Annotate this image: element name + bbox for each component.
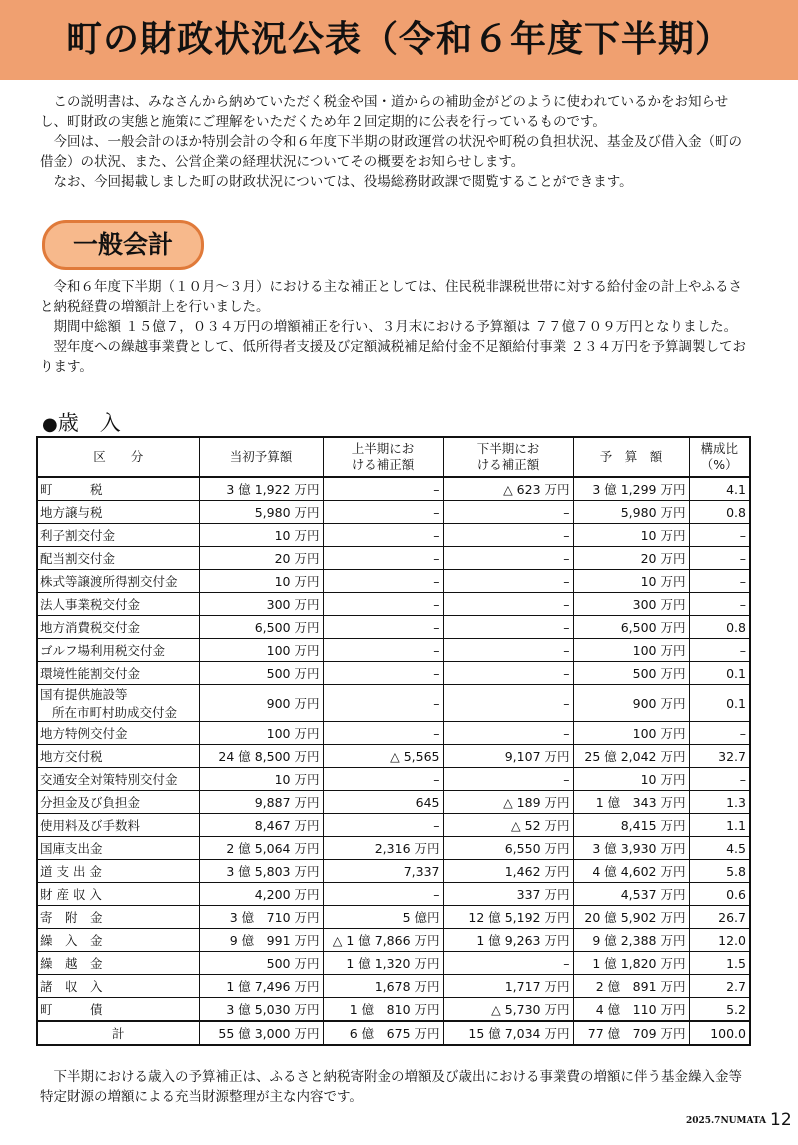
value-cell: 100 万円 (199, 639, 323, 662)
value-cell: 4,537 万円 (573, 883, 689, 906)
value-cell: 0.1 (689, 662, 750, 685)
value-cell: 100 万円 (573, 722, 689, 745)
table-row (37, 616, 750, 639)
value-cell: 1 億 1,820 万円 (573, 952, 689, 975)
value-cell: 4 億 110 万円 (573, 998, 689, 1022)
table-header-row (37, 437, 750, 477)
value-cell: 2 億 891 万円 (573, 975, 689, 998)
value-cell: – (323, 639, 443, 662)
revenue-heading (42, 410, 121, 438)
value-cell: 5.2 (689, 998, 750, 1022)
category-cell: 財 産 収 入 (37, 883, 199, 906)
value-cell: 12.0 (689, 929, 750, 952)
table-row (37, 570, 750, 593)
value-cell: 1.1 (689, 814, 750, 837)
value-cell: – (689, 570, 750, 593)
column-header: 当初予算額 (199, 437, 323, 477)
revenue-table (36, 436, 751, 1046)
value-cell: 3 億 710 万円 (199, 906, 323, 929)
table-row (37, 547, 750, 570)
value-cell: 8,467 万円 (199, 814, 323, 837)
value-cell: 9,887 万円 (199, 791, 323, 814)
category-cell: ゴルフ場利用税交付金 (37, 639, 199, 662)
category-cell: 道 支 出 金 (37, 860, 199, 883)
value-cell: 900 万円 (573, 685, 689, 722)
value-cell: 300 万円 (573, 593, 689, 616)
value-cell: 7,337 (323, 860, 443, 883)
category-cell: 使用料及び手数料 (37, 814, 199, 837)
value-cell: – (443, 593, 573, 616)
section-text (40, 277, 748, 377)
table-row (37, 722, 750, 745)
value-cell: 0.8 (689, 501, 750, 524)
category-cell: 地方交付税 (37, 745, 199, 768)
value-cell: 6,500 万円 (573, 616, 689, 639)
value-cell: 0.6 (689, 883, 750, 906)
value-cell: – (443, 547, 573, 570)
value-cell: 32.7 (689, 745, 750, 768)
total-row (37, 1021, 750, 1045)
value-cell: 10 万円 (199, 570, 323, 593)
table-row (37, 791, 750, 814)
value-cell: 1,717 万円 (443, 975, 573, 998)
value-cell: 20 万円 (199, 547, 323, 570)
value-cell: 1 億 7,496 万円 (199, 975, 323, 998)
value-cell: 12 億 5,192 万円 (443, 906, 573, 929)
section-paragraph: 令和６年度下半期（１０月～３月）における主な補正としては、住民税非課税世帯に対する給付金の計上やふるさと納税経費の増額計上を行いました。 (40, 279, 742, 315)
footnote (40, 1067, 748, 1107)
value-cell: 2,316 万円 (323, 837, 443, 860)
category-cell: 計 (37, 1021, 199, 1045)
value-cell: 1.5 (689, 952, 750, 975)
value-cell: – (443, 685, 573, 722)
value-cell: 4.5 (689, 837, 750, 860)
revenue-heading-label: 歳 入 (57, 411, 121, 435)
value-cell: 5,980 万円 (573, 501, 689, 524)
value-cell: – (323, 685, 443, 722)
value-cell: △ 5,565 (323, 745, 443, 768)
value-cell: – (689, 524, 750, 547)
value-cell: – (689, 639, 750, 662)
table-row (37, 837, 750, 860)
value-cell: 1 億 1,320 万円 (323, 952, 443, 975)
table-row (37, 952, 750, 975)
value-cell: – (323, 768, 443, 791)
value-cell: 4,200 万円 (199, 883, 323, 906)
value-cell: 500 万円 (199, 952, 323, 975)
value-cell: 2 億 5,064 万円 (199, 837, 323, 860)
value-cell: – (443, 524, 573, 547)
value-cell: 5,980 万円 (199, 501, 323, 524)
column-header: 予 算 額 (573, 437, 689, 477)
value-cell: – (443, 662, 573, 685)
value-cell: 3 億 1,299 万円 (573, 477, 689, 501)
table-row (37, 593, 750, 616)
table-row (37, 745, 750, 768)
category-cell: 利子割交付金 (37, 524, 199, 547)
table-row (37, 906, 750, 929)
table-row (37, 477, 750, 501)
value-cell: 10 万円 (573, 524, 689, 547)
category-cell: 地方特例交付金 (37, 722, 199, 745)
value-cell: – (443, 952, 573, 975)
value-cell: 500 万円 (199, 662, 323, 685)
value-cell: – (323, 593, 443, 616)
table-row (37, 768, 750, 791)
value-cell: 5 億円 (323, 906, 443, 929)
value-cell: 55 億 3,000 万円 (199, 1021, 323, 1045)
value-cell: 10 万円 (573, 570, 689, 593)
category-cell: 繰 入 金 (37, 929, 199, 952)
value-cell: 8,415 万円 (573, 814, 689, 837)
section-paragraph: 翌年度への繰越事業費として、低所得者支援及び定額減税補足給付金不足額給付事業 ２３４万円を予算調製しております。 (40, 339, 747, 375)
value-cell: – (323, 616, 443, 639)
value-cell: 4 億 4,602 万円 (573, 860, 689, 883)
category-cell: 繰 越 金 (37, 952, 199, 975)
table-row (37, 501, 750, 524)
category-cell: 国有提供施設等 所在市町村助成交付金 (37, 685, 199, 722)
table-row (37, 998, 750, 1022)
value-cell: 15 億 7,034 万円 (443, 1021, 573, 1045)
value-cell: 9 億 991 万円 (199, 929, 323, 952)
value-cell: 9,107 万円 (443, 745, 573, 768)
value-cell: 20 万円 (573, 547, 689, 570)
issue-label: 2025.7NUMATA (686, 1116, 767, 1126)
value-cell: 1 億 343 万円 (573, 791, 689, 814)
intro-paragraph: 今回は、一般会計のほか特別会計の令和６年度下半期の財政運営の状況や町税の負担状況、基金及び借入金（町の借金）の状況、また、公営企業の経理状況についてその概要をお知らせします。 (40, 134, 742, 170)
value-cell: – (689, 768, 750, 791)
value-cell: 2.7 (689, 975, 750, 998)
value-cell: 100.0 (689, 1021, 750, 1045)
category-cell: 株式等譲渡所得割交付金 (37, 570, 199, 593)
title-banner (0, 0, 798, 80)
table-row (37, 860, 750, 883)
category-cell: 寄 附 金 (37, 906, 199, 929)
category-cell: 分担金及び負担金 (37, 791, 199, 814)
footnote-paragraph: 下半期における歳入の予算補正は、ふるさと納税寄附金の増額及び歳出における事業費の増額に伴う基金繰入金等特定財源の増額による充当財源整理が主な内容です。 (40, 1069, 742, 1105)
value-cell: 1,462 万円 (443, 860, 573, 883)
category-cell: 町 税 (37, 477, 199, 501)
value-cell: △ 5,730 万円 (443, 998, 573, 1022)
value-cell: 20 億 5,902 万円 (573, 906, 689, 929)
value-cell: 1 億 9,263 万円 (443, 929, 573, 952)
value-cell: 1 億 810 万円 (323, 998, 443, 1022)
value-cell: 10 万円 (199, 524, 323, 547)
value-cell: 25 億 2,042 万円 (573, 745, 689, 768)
value-cell: – (323, 722, 443, 745)
table-row (37, 685, 750, 722)
category-cell: 町 債 (37, 998, 199, 1022)
value-cell: – (323, 570, 443, 593)
value-cell: 6 億 675 万円 (323, 1021, 443, 1045)
value-cell: – (443, 616, 573, 639)
value-cell: △ 52 万円 (443, 814, 573, 837)
table-row (37, 639, 750, 662)
value-cell: △ 1 億 7,866 万円 (323, 929, 443, 952)
value-cell: – (689, 722, 750, 745)
table-row (37, 883, 750, 906)
category-cell: 諸 収 入 (37, 975, 199, 998)
table-row (37, 662, 750, 685)
section-paragraph: 期間中総額 １５億７，０３４万円の増額補正を行い、３月末における予算額は ７７億７０９万円となりました。 (53, 319, 738, 335)
value-cell: 100 万円 (573, 639, 689, 662)
value-cell: – (323, 501, 443, 524)
value-cell: △ 623 万円 (443, 477, 573, 501)
value-cell: 3 億 1,922 万円 (199, 477, 323, 501)
value-cell: – (689, 547, 750, 570)
value-cell: 9 億 2,388 万円 (573, 929, 689, 952)
value-cell: 0.1 (689, 685, 750, 722)
value-cell: 900 万円 (199, 685, 323, 722)
value-cell: – (443, 639, 573, 662)
category-cell: 国庫支出金 (37, 837, 199, 860)
table-row (37, 524, 750, 547)
value-cell: 1,678 万円 (323, 975, 443, 998)
column-header: 区 分 (37, 437, 199, 477)
value-cell: 500 万円 (573, 662, 689, 685)
value-cell: – (323, 524, 443, 547)
value-cell: – (443, 722, 573, 745)
value-cell: 5.8 (689, 860, 750, 883)
value-cell: 77 億 709 万円 (573, 1021, 689, 1045)
intro-paragraph: なお、今回掲載しました町の財政状況については、役場総務財政課で閲覧することができます。 (53, 174, 633, 190)
page-number: 12 (770, 1110, 792, 1130)
table-row (37, 975, 750, 998)
value-cell: 100 万円 (199, 722, 323, 745)
category-cell: 法人事業税交付金 (37, 593, 199, 616)
column-header: 上半期にお ける補正額 (323, 437, 443, 477)
page-title: 町の財政状況公表（令和６年度下半期） (65, 19, 732, 60)
value-cell: – (323, 883, 443, 906)
section-badge: 一般会計 (42, 220, 204, 270)
value-cell: 24 億 8,500 万円 (199, 745, 323, 768)
column-header: 構成比 （%） (689, 437, 750, 477)
value-cell: 3 億 3,930 万円 (573, 837, 689, 860)
column-header: 下半期にお ける補正額 (443, 437, 573, 477)
category-cell: 地方消費税交付金 (37, 616, 199, 639)
table-row (37, 814, 750, 837)
value-cell: 26.7 (689, 906, 750, 929)
value-cell: 1.3 (689, 791, 750, 814)
value-cell: 10 万円 (199, 768, 323, 791)
value-cell: 6,500 万円 (199, 616, 323, 639)
value-cell: – (323, 547, 443, 570)
intro-paragraph: この説明書は、みなさんから納めていただく税金や国・道からの補助金がどのように使われているかをお知らせし、町財政の実態と施策にご理解をいただくため年２回定期的に公表を行っているものです。 (40, 94, 729, 130)
category-cell: 環境性能割交付金 (37, 662, 199, 685)
value-cell: – (689, 593, 750, 616)
value-cell: 3 億 5,030 万円 (199, 998, 323, 1022)
value-cell: 645 (323, 791, 443, 814)
bullet-icon: ● (42, 414, 58, 435)
value-cell: – (323, 477, 443, 501)
value-cell: – (443, 768, 573, 791)
category-cell: 配当割交付金 (37, 547, 199, 570)
table-row (37, 929, 750, 952)
value-cell: – (443, 570, 573, 593)
value-cell: – (323, 662, 443, 685)
value-cell: 337 万円 (443, 883, 573, 906)
value-cell: – (323, 814, 443, 837)
category-cell: 交通安全対策特別交付金 (37, 768, 199, 791)
category-cell: 地方譲与税 (37, 501, 199, 524)
value-cell: 300 万円 (199, 593, 323, 616)
value-cell: 10 万円 (573, 768, 689, 791)
value-cell: 6,550 万円 (443, 837, 573, 860)
value-cell: 4.1 (689, 477, 750, 501)
value-cell: – (443, 501, 573, 524)
intro-text (40, 92, 748, 192)
value-cell: △ 189 万円 (443, 791, 573, 814)
value-cell: 3 億 5,803 万円 (199, 860, 323, 883)
value-cell: 0.8 (689, 616, 750, 639)
